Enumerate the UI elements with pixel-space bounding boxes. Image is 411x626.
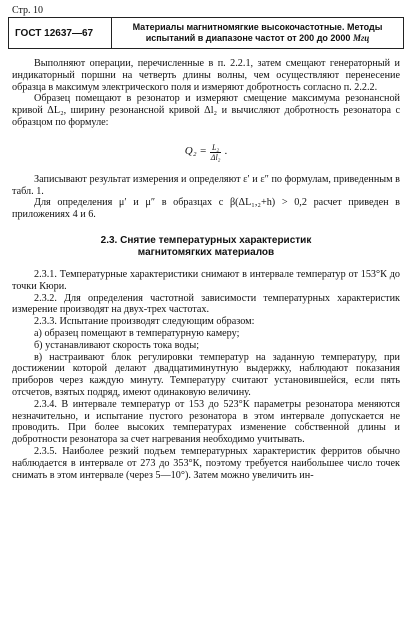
formula-lhs: Q₂ = [184, 145, 207, 158]
title-line-2: испытаний в диапазоне частот от 200 до 2000 Мгц [145, 33, 370, 43]
paragraph: 2.3.4. В интервале температур от 153 до 523°К параметры резонатора меняются незначительно, и испытание пустого резонатора в этом интервале допускается не проводить. При более высоких температурах изменение собственной длины и добротности резонатора за счет нагревания необходимо учитывать. [12, 398, 400, 446]
paragraph: Выполняют операции, перечисленные в п. 2.2.1, затем смещают генераторный и индикаторный поршни на четверть длины волны, чем осуществляют перенесение образца в максимум электрического поля и измеряют добротность согласно п. 2.2.2. [12, 58, 400, 93]
document-title [112, 18, 403, 48]
formula-fraction [209, 143, 223, 162]
body-text [12, 58, 400, 481]
list-item: в) настраивают блок регулировки температур на заданную температуру, при достижении которой делают двадцатиминутную выдержку, наблюдают показания приборов через каждую минуту. Температуру считают установившейся, если пять отсчетов, взятых подряд, имеют одинаковую величину. [12, 351, 400, 398]
formula-denominator: Δl₂ [210, 152, 221, 162]
title-line-1: Материалы магнитномягкие высокочастотные. Методы [132, 22, 383, 32]
paragraph: Образец помещают в резонатор и измеряют смещение максимума резонансной кривой ΔL₂, ширину резонансной кривой Δl₂ и вычисляют добротность резонатора с образцом по формуле: [12, 93, 400, 128]
paragraph: 2.3.1. Температурные характеристики снимают в интервале температур от 153°К до точки Кюри. [12, 268, 400, 292]
standard-number: ГОСТ 12637—67 [9, 18, 112, 48]
page-number: Стр. 10 [12, 5, 44, 16]
section-heading-line-1: 2.3. Снятие температурных характеристик [100, 234, 312, 246]
section-heading [12, 235, 400, 259]
section-heading-line-2: магнитомягких материалов [137, 246, 275, 258]
paragraph: Для определения μ′ и μ″ в образцах с β(ΔL₁,₂+h) > 0,2 расчет приведен в приложениях 4 и 6. [12, 197, 400, 221]
paragraph: 2.3.3. Испытание производят следующим образом: [34, 316, 255, 328]
paragraph: 2.3.2. Для определения частотной зависимости температурных характеристик измерение производят на двух-трех частотах. [12, 292, 400, 316]
formula-numerator: L₂ [211, 142, 220, 152]
list-item: а) образец помещают в температурную камеру; [34, 327, 240, 339]
title-unit: Мгц [352, 33, 370, 43]
formula [12, 143, 400, 162]
list-item: б) устанавливают скорость тока воды; [34, 339, 200, 351]
header-box [8, 17, 404, 49]
paragraph: Записывают результат измерения и определяют ε′ и ε″ по формулам, приведенным в табл. 1. [12, 173, 400, 197]
formula-end: . [224, 145, 228, 158]
paragraph: 2.3.5. Наиболее резкий подъем температурных характеристик ферритов обычно наблюдается в интервале от 273 до 353°К, поэтому требуется наибольшее число точек снимать в этом интервале (через 5—10°). Затем можно увеличить ин- [12, 445, 400, 481]
